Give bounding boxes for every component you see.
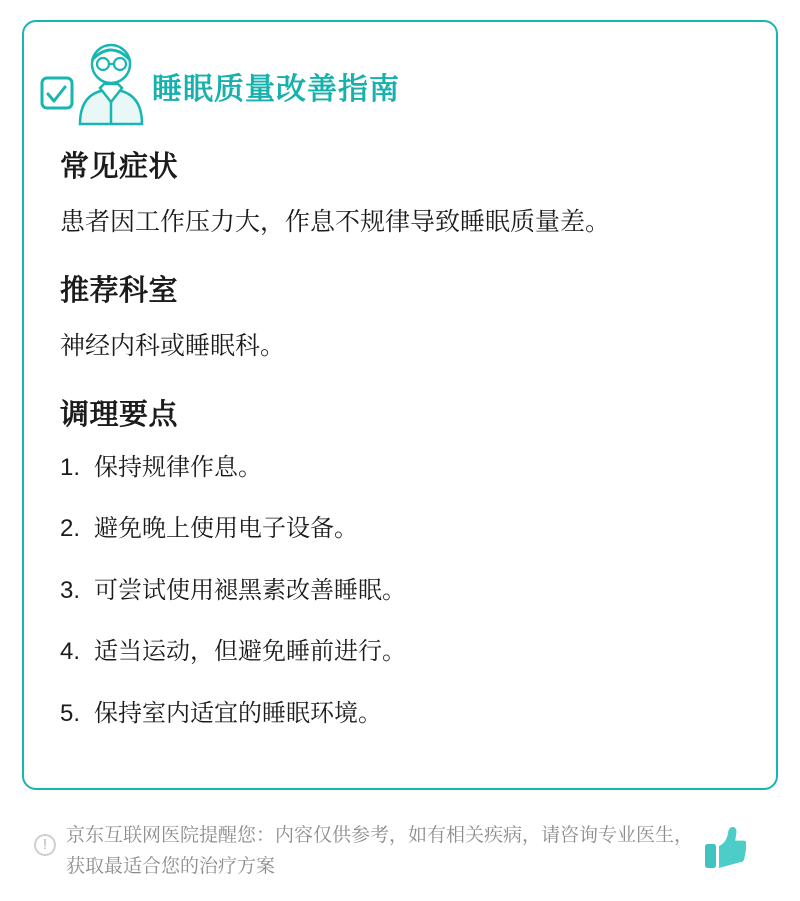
list-item-label: 保持规律作息。 [94, 453, 262, 481]
info-icon: ! [34, 834, 56, 856]
footer-disclaimer [22, 812, 778, 884]
section-heading-symptoms: 常见症状 [60, 151, 179, 183]
footer-text: 京东互联网医院提醒您：内容仅供参考，如有相关疾病，请咨询专业医生，获取最适合您的治疗方案 [66, 825, 694, 878]
list-item [60, 451, 746, 485]
section-body-department: 神经内科或睡眠科。 [60, 331, 286, 360]
list-item-number: 1. [60, 453, 81, 481]
list-item [60, 697, 746, 731]
card-content [60, 130, 746, 758]
list-item-label: 保持室内适宜的睡眠环境。 [94, 699, 382, 727]
list-item [60, 574, 746, 608]
list-item-number: 3. [60, 576, 81, 604]
list-item [60, 635, 746, 669]
section-body-symptoms: 患者因工作压力大，作息不规律导致睡眠质量差。 [60, 208, 611, 236]
list-item-number: 5. [60, 699, 81, 727]
doctor-illustration-icon [36, 32, 156, 132]
list-item-number: 2. [60, 515, 81, 543]
list-item-number: 4. [60, 638, 81, 666]
page-title: 睡眠质量改善指南 [152, 73, 400, 106]
tips-list [60, 451, 746, 731]
guide-card [22, 20, 778, 790]
list-item-label: 可尝试使用褪黑素改善睡眠。 [94, 576, 406, 604]
section-heading-department: 推荐科室 [60, 274, 179, 307]
section-heading-tips: 调理要点 [60, 398, 179, 431]
thumbs-up-icon[interactable] [704, 826, 746, 870]
list-item [60, 512, 746, 546]
list-item-label: 避免晚上使用电子设备。 [94, 515, 358, 543]
list-item-label: 适当运动，但避免睡前进行。 [94, 638, 406, 666]
